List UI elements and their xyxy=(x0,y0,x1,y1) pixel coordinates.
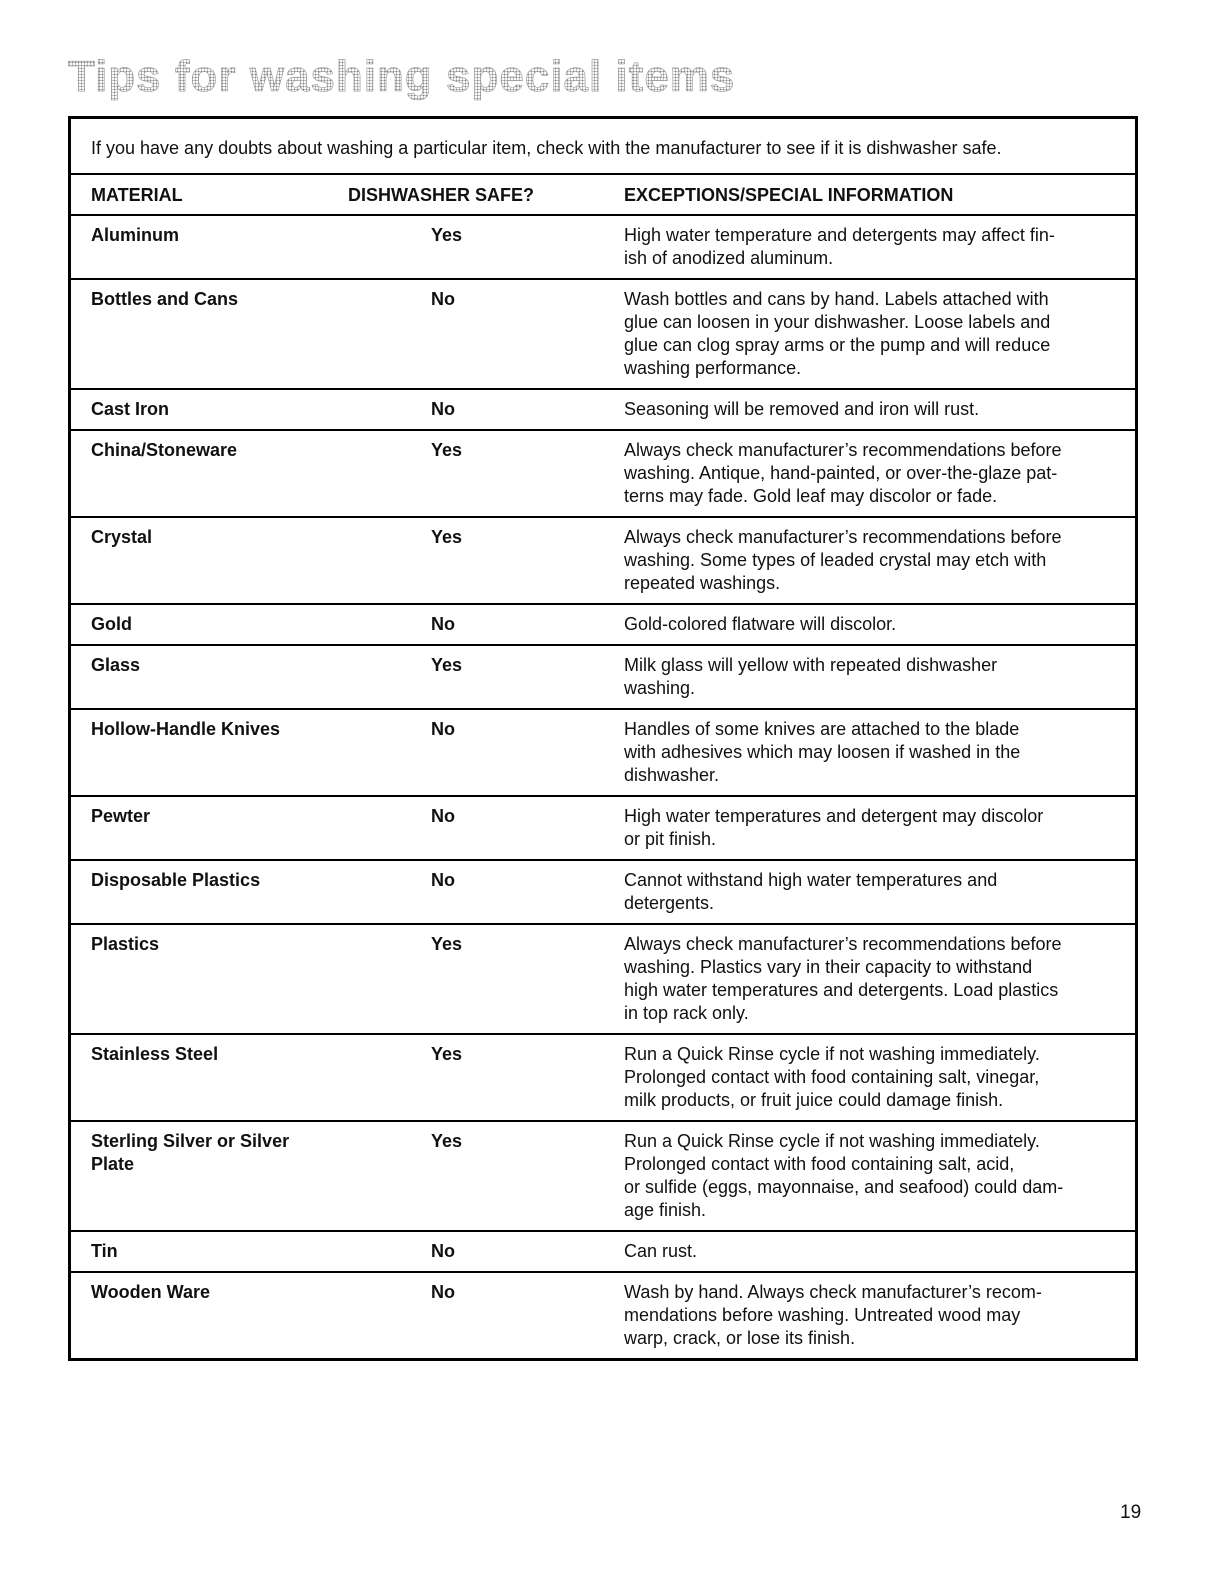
material-cell: Cast Iron xyxy=(91,399,170,419)
info-line: or pit finish. xyxy=(624,829,717,849)
material-cell: Disposable Plastics xyxy=(91,870,261,890)
info-line: Seasoning will be removed and iron will rust. xyxy=(624,399,980,419)
dishwasher-safe-cell: No xyxy=(431,1282,455,1302)
info-cell xyxy=(602,1130,1135,1222)
table-row xyxy=(71,1273,1135,1358)
dishwasher-safe-cell: No xyxy=(431,289,455,309)
table-row xyxy=(71,710,1135,797)
table-row xyxy=(71,797,1135,861)
info-line: Can rust. xyxy=(624,1241,698,1261)
info-cell xyxy=(602,398,1135,421)
material-cell: Aluminum xyxy=(91,225,179,245)
material-cell: Sterling Silver or Silver Plate xyxy=(91,1131,290,1174)
dishwasher-safe-cell: Yes xyxy=(431,225,463,245)
info-line: washing. Some types of leaded crystal may etch with xyxy=(624,550,1047,570)
info-line: in top rack only. xyxy=(624,1003,749,1023)
dishwasher-safe-cell: No xyxy=(431,1241,455,1261)
header-exceptions: EXCEPTIONS/SPECIAL INFORMATION xyxy=(624,185,954,205)
table-row xyxy=(71,390,1135,431)
table-row xyxy=(71,861,1135,925)
dishwasher-safe-cell: No xyxy=(431,399,455,419)
dishwasher-safe-cell: Yes xyxy=(431,1044,463,1064)
material-cell: Crystal xyxy=(91,527,153,547)
dishwasher-safe-cell: Yes xyxy=(431,1131,463,1151)
info-line: Wash bottles and cans by hand. Labels attached with xyxy=(624,289,1049,309)
dishwasher-safe-cell: Yes xyxy=(431,440,463,460)
dishwasher-safe-cell: No xyxy=(431,806,455,826)
special-items-table xyxy=(68,116,1138,1361)
info-cell xyxy=(602,718,1135,787)
info-line: washing. xyxy=(624,678,696,698)
material-cell: Wooden Ware xyxy=(91,1282,211,1302)
info-cell xyxy=(602,1240,1135,1263)
intro-text: If you have any doubts about washing a particular item, check with the manufacturer to see if it is dishwasher safe. xyxy=(71,119,1135,175)
dishwasher-safe-cell: No xyxy=(431,719,455,739)
info-cell xyxy=(602,933,1135,1025)
info-line: Run a Quick Rinse cycle if not washing immediately. xyxy=(624,1131,1040,1151)
info-line: washing. Antique, hand-painted, or over-the-glaze pat- xyxy=(624,463,1058,483)
info-line: Prolonged contact with food containing salt, vinegar, xyxy=(624,1067,1040,1087)
table-body xyxy=(71,216,1135,1358)
info-cell xyxy=(602,439,1135,508)
table-row xyxy=(71,1035,1135,1122)
header-material: MATERIAL xyxy=(91,185,183,205)
table-header-row xyxy=(71,175,1135,216)
info-line: glue can clog spray arms or the pump and will reduce xyxy=(624,335,1051,355)
material-cell: Hollow-Handle Knives xyxy=(91,719,281,739)
info-cell xyxy=(602,526,1135,595)
info-cell xyxy=(602,288,1135,380)
info-line: repeated washings. xyxy=(624,573,781,593)
info-cell xyxy=(602,1043,1135,1112)
material-cell: Gold xyxy=(91,614,132,634)
table-row xyxy=(71,605,1135,646)
dishwasher-safe-cell: No xyxy=(431,870,455,890)
info-line: or sulfide (eggs, mayonnaise, and seafood) could dam- xyxy=(624,1177,1064,1197)
info-cell xyxy=(602,224,1135,270)
info-line: with adhesives which may loosen if washed in the xyxy=(624,742,1021,762)
info-cell xyxy=(602,805,1135,851)
info-line: High water temperatures and detergent may discolor xyxy=(624,806,1044,826)
material-cell: Pewter xyxy=(91,806,151,826)
dishwasher-safe-cell: Yes xyxy=(431,655,463,675)
info-line: ish of anodized aluminum. xyxy=(624,248,834,268)
page-number: 19 xyxy=(1120,1502,1142,1523)
info-line: age finish. xyxy=(624,1200,707,1220)
dishwasher-safe-cell: No xyxy=(431,614,455,634)
info-line: Handles of some knives are attached to the blade xyxy=(624,719,1020,739)
info-line: milk products, or fruit juice could damage finish. xyxy=(624,1090,1004,1110)
material-cell: Tin xyxy=(91,1241,118,1261)
table-row xyxy=(71,646,1135,710)
material-cell: Glass xyxy=(91,655,141,675)
info-line: Cannot withstand high water temperatures and xyxy=(624,870,998,890)
table-row xyxy=(71,1122,1135,1232)
info-line: Milk glass will yellow with repeated dishwasher xyxy=(624,655,998,675)
info-line: detergents. xyxy=(624,893,715,913)
table-row xyxy=(71,216,1135,280)
info-line: washing. Plastics vary in their capacity to withstand xyxy=(624,957,1033,977)
info-line: high water temperatures and detergents. Load plastics xyxy=(624,980,1059,1000)
info-line: Always check manufacturer’s recommendations before xyxy=(624,934,1062,954)
info-cell xyxy=(602,654,1135,700)
info-cell xyxy=(602,1281,1135,1350)
material-cell: Stainless Steel xyxy=(91,1044,219,1064)
info-line: terns may fade. Gold leaf may discolor or fade. xyxy=(624,486,998,506)
info-line: High water temperature and detergents may affect fin- xyxy=(624,225,1055,245)
info-line: washing performance. xyxy=(624,358,802,378)
material-cell: China/Stoneware xyxy=(91,440,238,460)
table-row xyxy=(71,1232,1135,1273)
info-cell xyxy=(602,869,1135,915)
header-dishwasher-safe: DISHWASHER SAFE? xyxy=(348,185,535,205)
info-line: mendations before washing. Untreated wood may xyxy=(624,1305,1021,1325)
table-row xyxy=(71,431,1135,518)
dishwasher-safe-cell: Yes xyxy=(431,934,463,954)
info-line: Run a Quick Rinse cycle if not washing immediately. xyxy=(624,1044,1040,1064)
table-row xyxy=(71,925,1135,1035)
info-line: Wash by hand. Always check manufacturer’s recom- xyxy=(624,1282,1042,1302)
info-line: Always check manufacturer’s recommendations before xyxy=(624,440,1062,460)
info-line: glue can loosen in your dishwasher. Loose labels and xyxy=(624,312,1051,332)
material-cell: Bottles and Cans xyxy=(91,289,239,309)
info-line: Prolonged contact with food containing salt, acid, xyxy=(624,1154,1015,1174)
dishwasher-safe-cell: Yes xyxy=(431,527,463,547)
info-cell xyxy=(602,613,1135,636)
info-line: dishwasher. xyxy=(624,765,720,785)
table-row xyxy=(71,518,1135,605)
info-line: Always check manufacturer’s recommendations before xyxy=(624,527,1062,547)
page-title: Tips for washing special items xyxy=(68,52,736,101)
info-line: warp, crack, or lose its finish. xyxy=(624,1328,856,1348)
table-row xyxy=(71,280,1135,390)
info-line: Gold-colored flatware will discolor. xyxy=(624,614,897,634)
material-cell: Plastics xyxy=(91,934,160,954)
